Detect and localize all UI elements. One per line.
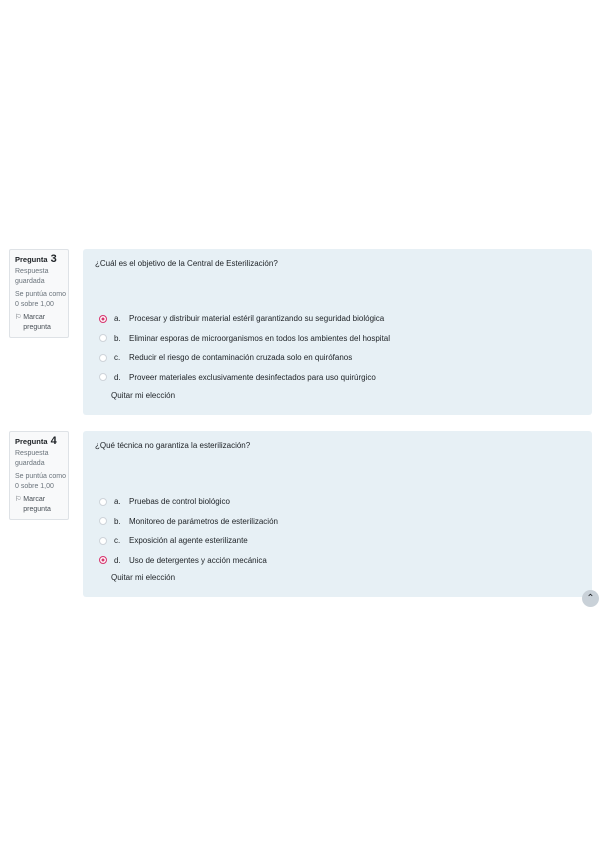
question-text: ¿Cuál es el objetivo de la Central de Esterilización? bbox=[95, 259, 278, 268]
question-label: Pregunta bbox=[15, 437, 48, 446]
option-letter: a. bbox=[114, 497, 121, 507]
question-label: Pregunta bbox=[15, 255, 48, 264]
radio-button[interactable] bbox=[99, 498, 107, 506]
flag-icon: ⚐ bbox=[15, 314, 22, 321]
option-text: Uso de detergentes y acción mecánica bbox=[129, 555, 267, 565]
question-status: Respuesta guardada bbox=[15, 268, 49, 285]
question-number bbox=[15, 254, 68, 265]
option-letter: d. bbox=[114, 555, 121, 565]
option-letter: d. bbox=[114, 372, 121, 382]
radio-button[interactable] bbox=[99, 373, 107, 381]
radio-button-selected[interactable] bbox=[99, 556, 107, 564]
question-content bbox=[83, 249, 592, 415]
option-text: Monitoreo de parámetros de esterilización bbox=[129, 516, 278, 526]
flag-label: Marcar pregunta bbox=[23, 496, 51, 513]
answer-option[interactable] bbox=[99, 309, 390, 329]
answer-list bbox=[99, 492, 278, 570]
option-text: Procesar y distribuir material estéril garantizando su seguridad biológica bbox=[129, 314, 385, 324]
option-letter: c. bbox=[114, 536, 121, 546]
radio-button[interactable] bbox=[99, 537, 107, 545]
question-num: 4 bbox=[50, 435, 57, 447]
option-letter: c. bbox=[114, 353, 121, 363]
flag-question-button[interactable] bbox=[15, 495, 68, 515]
clear-choice-link[interactable]: Quitar mi elección bbox=[111, 391, 176, 400]
question-grade: Se puntúa como 0 sobre 1,00 bbox=[15, 473, 66, 490]
radio-button-selected[interactable] bbox=[99, 315, 107, 323]
flag-icon: ⚐ bbox=[15, 496, 22, 503]
question-number bbox=[15, 436, 68, 447]
answer-option[interactable] bbox=[99, 368, 390, 388]
answer-option[interactable] bbox=[99, 348, 390, 368]
option-text: Exposición al agente esterilizante bbox=[129, 536, 248, 546]
clear-choice-link[interactable]: Quitar mi elección bbox=[111, 573, 176, 582]
option-letter: b. bbox=[114, 333, 121, 343]
option-text: Proveer materiales exclusivamente desinfectados para uso quirúrgico bbox=[129, 372, 376, 382]
question-text: ¿Qué técnica no garantiza la esterilización? bbox=[95, 441, 251, 450]
question-info bbox=[9, 249, 69, 338]
scroll-to-top-button[interactable] bbox=[582, 590, 599, 607]
chevron-up-icon: ⌃ bbox=[586, 593, 595, 604]
question-content bbox=[83, 431, 592, 597]
question-status: Respuesta guardada bbox=[15, 450, 49, 467]
answer-option[interactable] bbox=[99, 492, 278, 512]
flag-label: Marcar pregunta bbox=[23, 314, 51, 331]
question-info bbox=[9, 431, 69, 520]
answer-option[interactable] bbox=[99, 329, 390, 349]
question-grade: Se puntúa como 0 sobre 1,00 bbox=[15, 291, 66, 308]
option-letter: a. bbox=[114, 314, 121, 324]
answer-option[interactable] bbox=[99, 512, 278, 532]
option-letter: b. bbox=[114, 516, 121, 526]
radio-button[interactable] bbox=[99, 334, 107, 342]
option-text: Eliminar esporas de microorganismos en todos los ambientes del hospital bbox=[129, 333, 391, 343]
question-num: 3 bbox=[50, 253, 57, 265]
answer-option[interactable] bbox=[99, 531, 278, 551]
option-text: Reducir el riesgo de contaminación cruzada solo en quirófanos bbox=[129, 353, 353, 363]
radio-button[interactable] bbox=[99, 354, 107, 362]
answer-option[interactable] bbox=[99, 551, 278, 571]
flag-question-button[interactable] bbox=[15, 313, 68, 333]
answer-list bbox=[99, 309, 390, 387]
option-text: Pruebas de control biológico bbox=[129, 497, 230, 507]
radio-button[interactable] bbox=[99, 517, 107, 525]
